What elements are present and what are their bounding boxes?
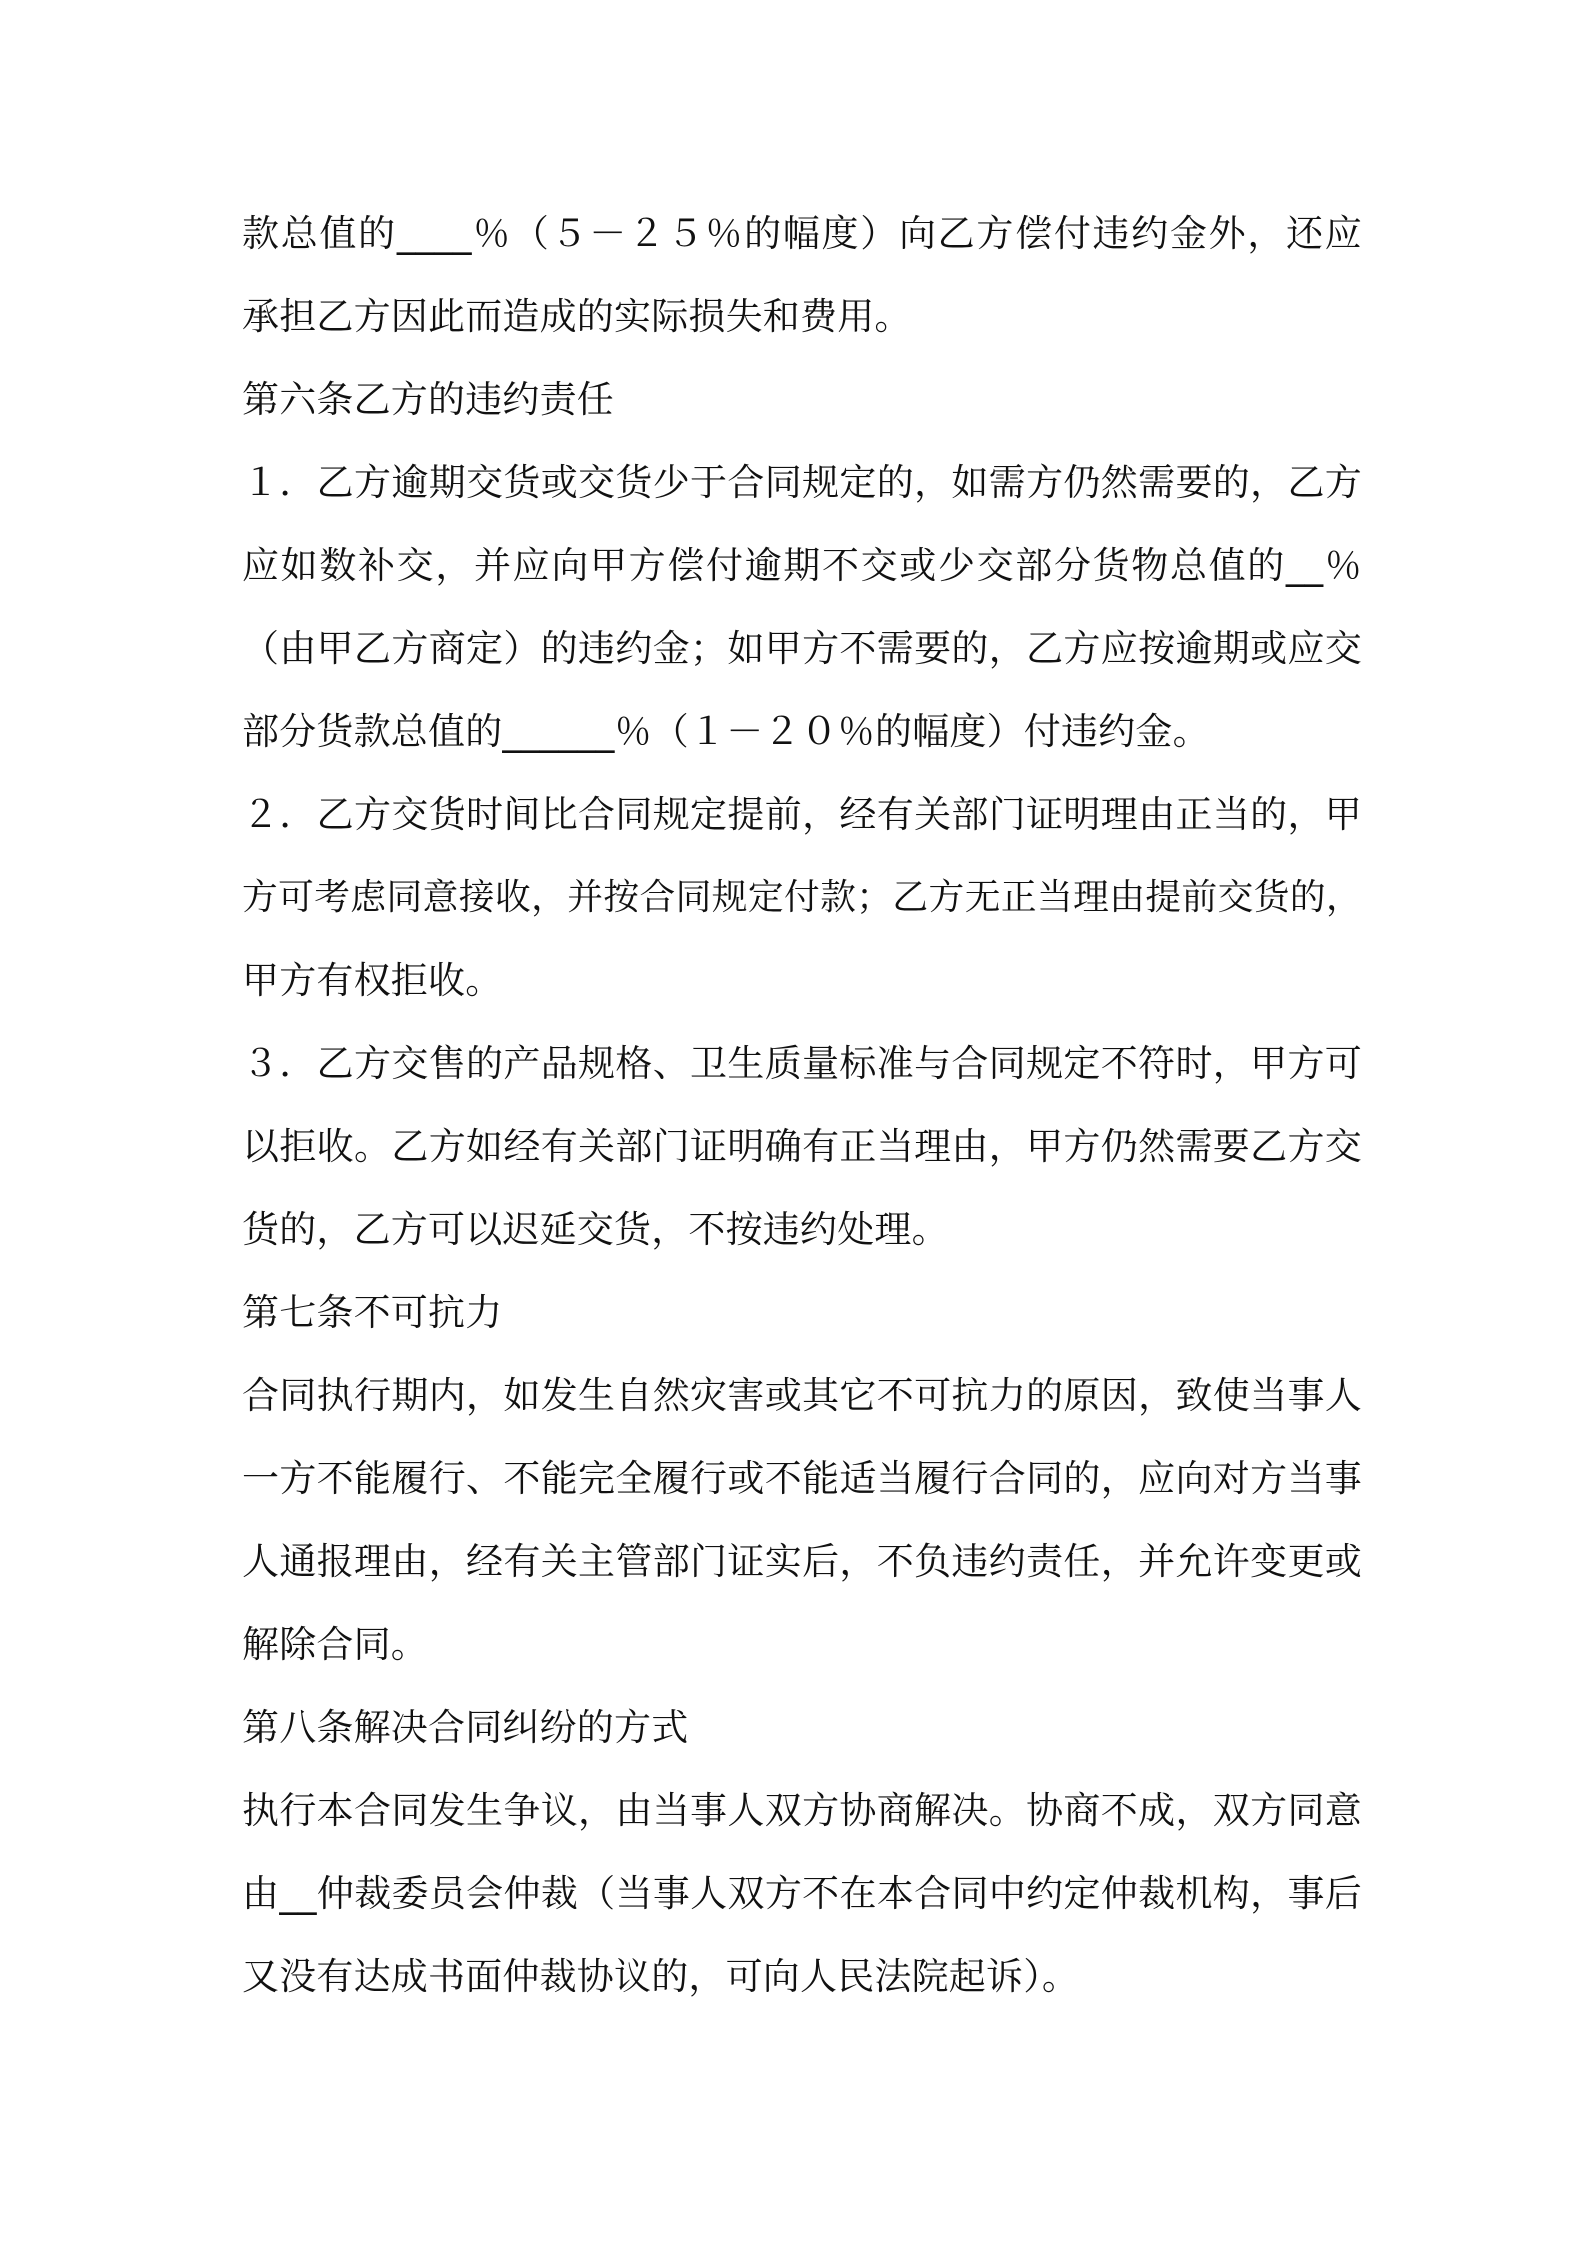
text-line: 由__仲裁委员会仲裁（当事人双方不在本合同中约定仲裁机构，事后 (242, 1872, 1362, 1915)
section-heading: 第八条解决合同纠纷的方式 (242, 1706, 689, 1749)
text-line: 又没有达成书面仲裁协议的，可向人民法院起诉）。 (242, 1955, 1080, 1998)
document-body (242, 192, 1362, 2018)
text-line: 执行本合同发生争议，由当事人双方协商解决。协商不成，双方同意 (242, 1789, 1362, 1832)
text-line: 合同执行期内，如发生自然灾害或其它不可抗力的原因，致使当事人 (242, 1374, 1362, 1417)
section-heading: 第六条乙方的违约责任 (242, 378, 614, 421)
text-line: 部分货款总值的______％（１－２０％的幅度）付违约金。 (242, 710, 1210, 753)
text-line: 承担乙方因此而造成的实际损失和费用。 (242, 295, 912, 338)
text-line: 以拒收。乙方如经有关部门证明确有正当理由，甲方仍然需要乙方交 (242, 1125, 1362, 1168)
text-line: 款总值的____％（５－２５％的幅度）向乙方偿付违约金外，还应 (242, 212, 1362, 255)
text-line: 一方不能履行、不能完全履行或不能适当履行合同的，应向对方当事 (242, 1457, 1362, 1500)
text-line: 甲方有权拒收。 (242, 959, 503, 1002)
text-line: 解除合同。 (242, 1623, 428, 1666)
text-line: 人通报理由，经有关主管部门证实后，不负违约责任，并允许变更或 (242, 1540, 1362, 1583)
section-heading: 第七条不可抗力 (242, 1291, 503, 1334)
text-line: 应如数补交，并应向甲方偿付逾期不交或少交部分货物总值的__％ (242, 544, 1362, 587)
text-line: １．乙方逾期交货或交货少于合同规定的，如需方仍然需要的，乙方 (242, 461, 1362, 504)
text-line: （由甲乙方商定）的违约金；如甲方不需要的，乙方应按逾期或应交 (242, 627, 1362, 670)
text-line: 方可考虑同意接收，并按合同规定付款；乙方无正当理由提前交货的， (242, 877, 1362, 918)
text-line: ３．乙方交售的产品规格、卫生质量标准与合同规定不符时，甲方可 (242, 1042, 1362, 1085)
text-line: 货的，乙方可以迟延交货，不按违约处理。 (242, 1208, 949, 1251)
text-line: ２．乙方交货时间比合同规定提前，经有关部门证明理由正当的，甲 (242, 793, 1362, 836)
